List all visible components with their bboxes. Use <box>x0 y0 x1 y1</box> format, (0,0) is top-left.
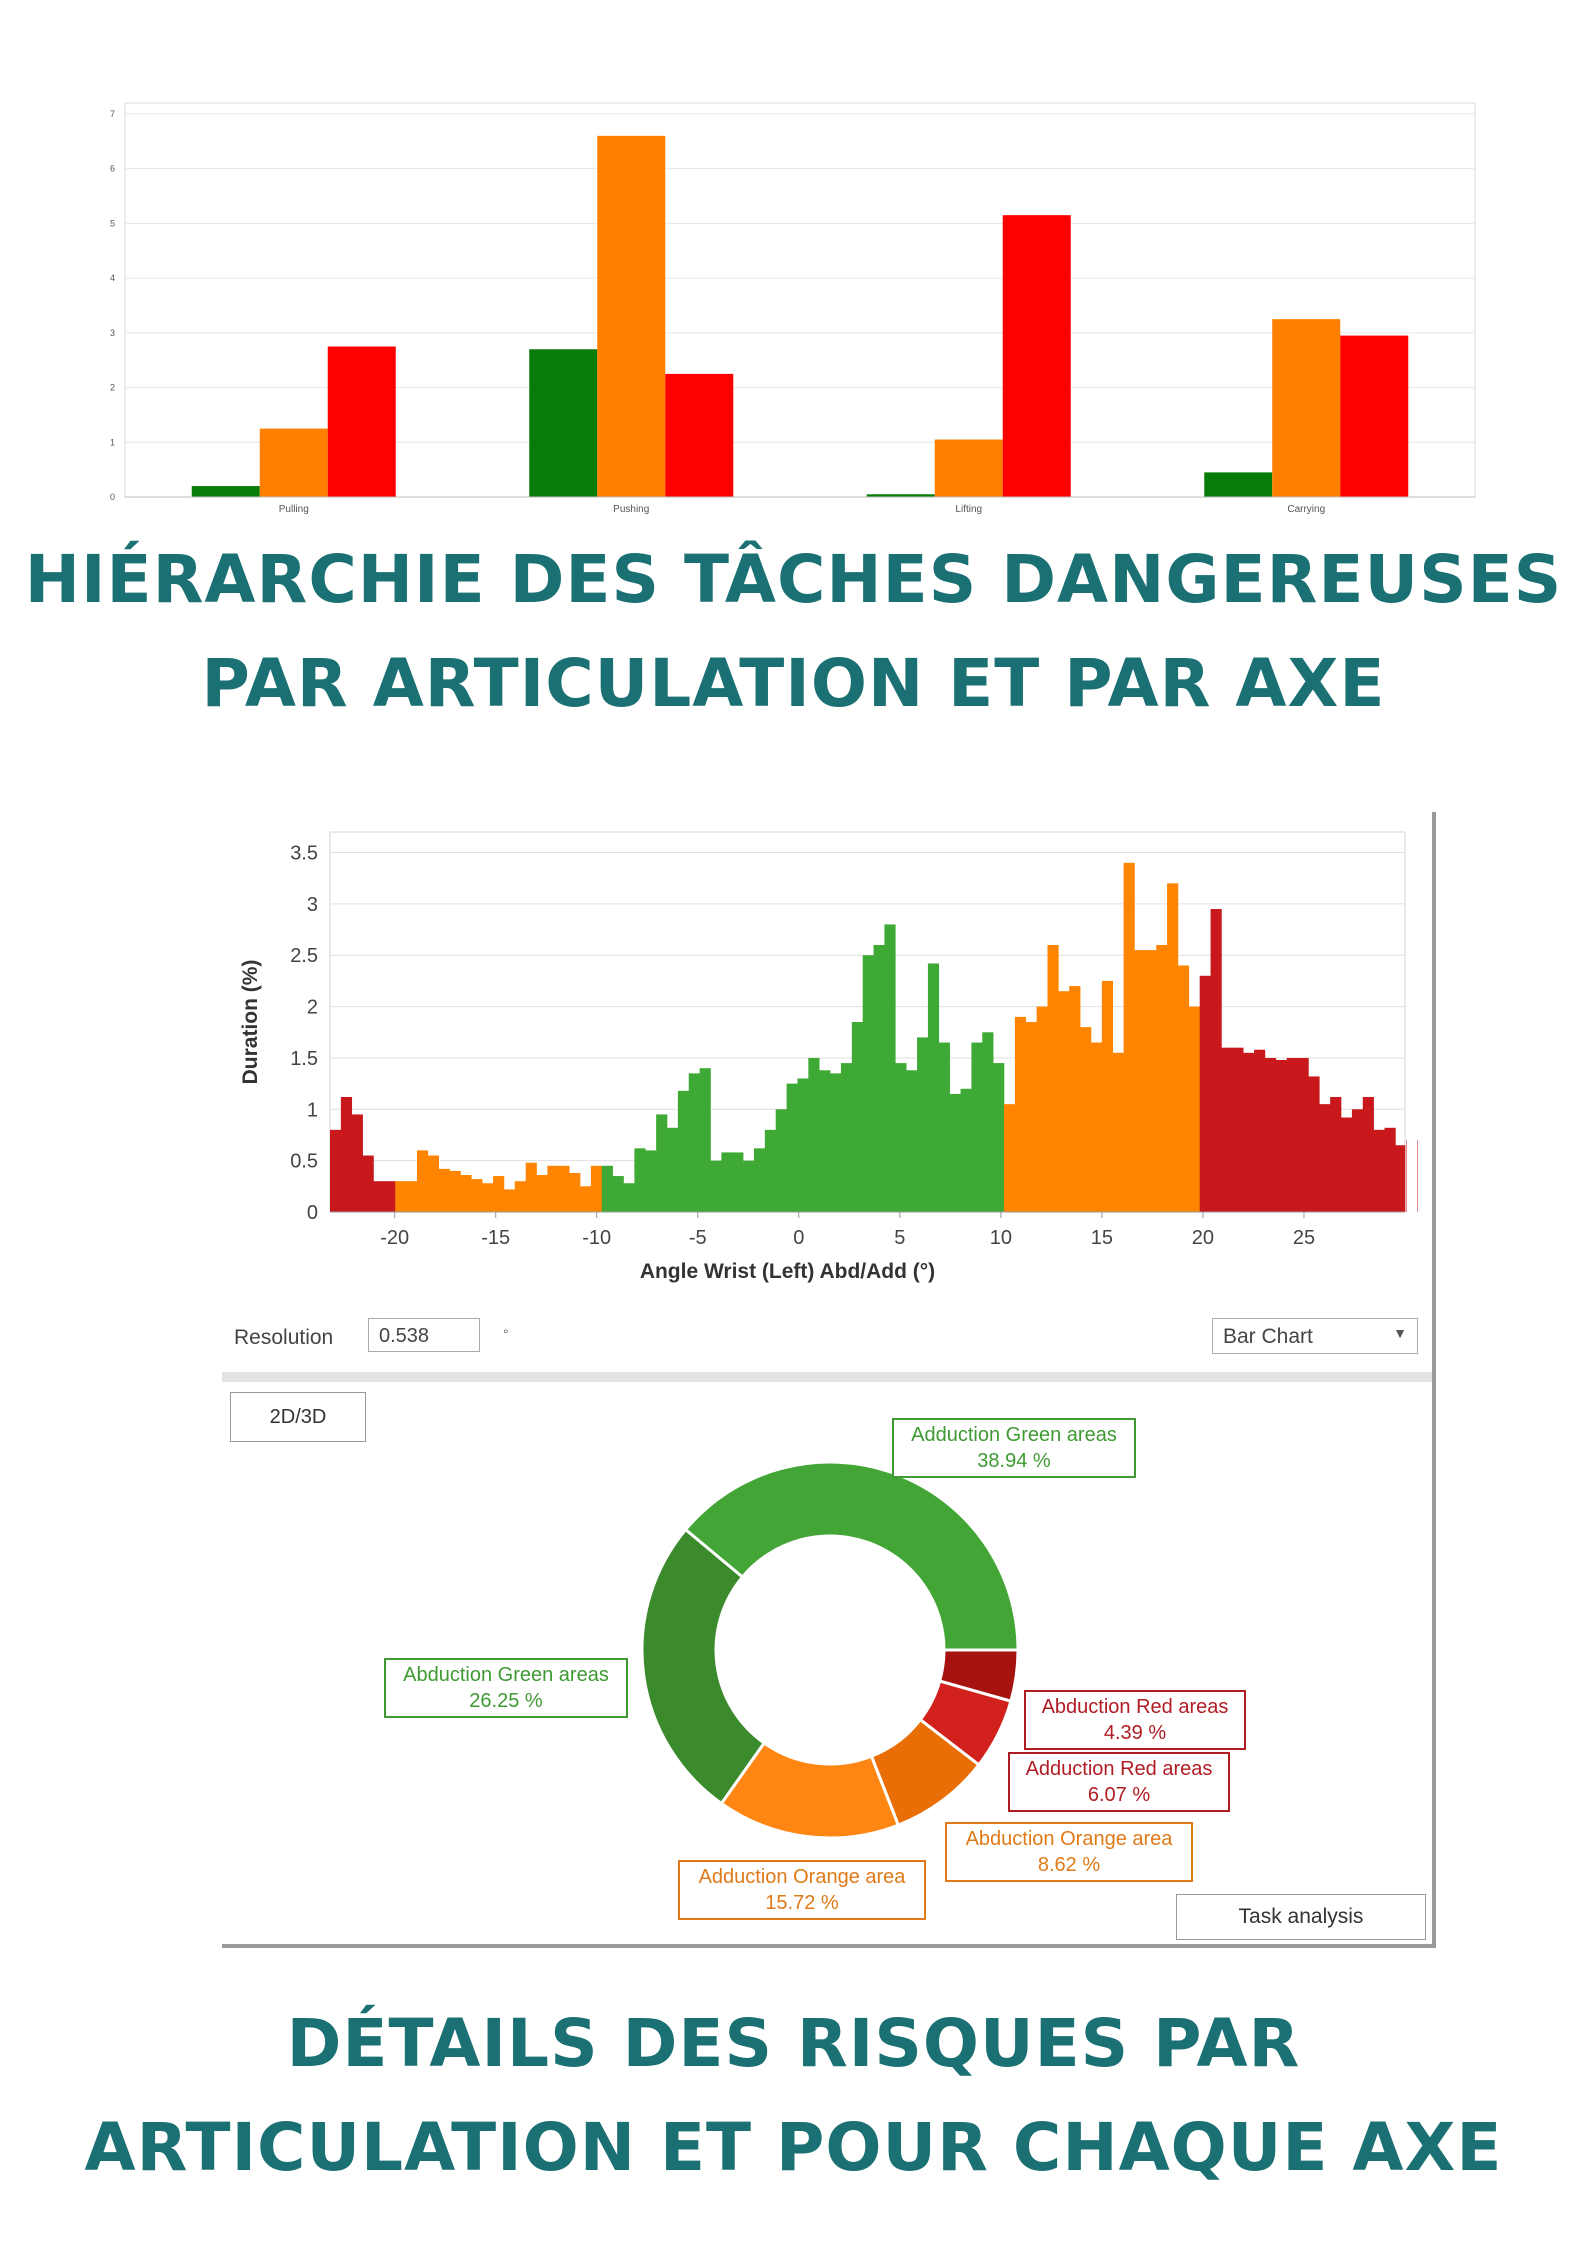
histogram-bar <box>602 1166 613 1212</box>
histogram-bar <box>700 1068 711 1212</box>
histogram-bar <box>395 1181 406 1212</box>
y-tick-label: 2.5 <box>290 945 318 968</box>
histogram-bar <box>993 1063 1004 1212</box>
bar <box>260 429 328 497</box>
histogram-bar <box>439 1169 450 1212</box>
histogram-bar <box>765 1130 776 1212</box>
histogram-bar <box>689 1073 700 1212</box>
y-tick-label: 4 <box>109 273 115 284</box>
angle-duration-histogram <box>225 820 1425 1310</box>
y-tick-label: 0.5 <box>290 1150 318 1173</box>
histogram-bar <box>493 1176 504 1212</box>
histogram-bar <box>721 1152 732 1212</box>
histogram-bar <box>743 1161 754 1212</box>
histogram-bar <box>1015 1017 1026 1212</box>
histogram-bar <box>678 1091 689 1212</box>
bar <box>1340 336 1408 497</box>
histogram-bar <box>460 1175 471 1212</box>
x-tick-label: 15 <box>1090 1227 1114 1249</box>
histogram-bar <box>1287 1058 1298 1212</box>
histogram-bar <box>874 945 885 1212</box>
histogram-bar <box>1341 1118 1352 1212</box>
donut-callout-value: 4.39 % <box>1103 1722 1167 1744</box>
donut-callout-label: Adduction Green areas <box>911 1424 1117 1446</box>
y-tick-label: 3 <box>109 327 115 338</box>
histogram-bar <box>1298 1058 1309 1212</box>
histogram-bar <box>1308 1076 1319 1212</box>
y-tick-label: 6 <box>109 163 115 174</box>
histogram-bar <box>482 1183 493 1212</box>
heading-hazard-hierarchy-line-1: HIÉRARCHIE DES TÂCHES DANGEREUSES <box>24 541 1563 618</box>
histogram-bar <box>1363 1097 1374 1212</box>
donut-callout-label: Adduction Red areas <box>1025 1758 1213 1780</box>
heading-hazard-hierarchy <box>0 528 1587 736</box>
histogram-bar <box>1352 1109 1363 1212</box>
histogram-bar <box>971 1043 982 1212</box>
histogram-bar <box>1156 945 1167 1212</box>
histogram-bar <box>417 1150 428 1212</box>
donut-callout-value: 6.07 % <box>1087 1784 1151 1806</box>
bar <box>1003 215 1071 497</box>
histogram-bar <box>808 1058 819 1212</box>
y-tick-label: 0 <box>109 492 115 502</box>
bar <box>328 347 396 497</box>
y-tick-label: 3 <box>306 893 318 916</box>
resolution-input[interactable]: 0.538 <box>368 1318 480 1352</box>
x-tick-label: -5 <box>688 1227 707 1249</box>
histogram-bar <box>1385 1128 1396 1212</box>
y-tick-label: 7 <box>109 108 115 119</box>
histogram-bar <box>819 1070 830 1212</box>
y-tick-label: 1.5 <box>290 1047 318 1070</box>
histogram-bar <box>950 1094 961 1212</box>
histogram-bar <box>1243 1053 1254 1212</box>
bar <box>192 486 260 497</box>
donut-callout <box>945 1822 1193 1882</box>
bar <box>1272 319 1340 497</box>
histogram-bar <box>569 1173 580 1212</box>
histogram-bar <box>591 1166 602 1212</box>
y-tick-label: 1 <box>109 437 115 448</box>
resolution-label: Resolution <box>234 1326 334 1349</box>
donut-callout <box>1024 1690 1246 1750</box>
x-tick-label: 10 <box>989 1227 1012 1249</box>
histogram-bar <box>656 1114 667 1212</box>
histogram-bar <box>895 1063 906 1212</box>
donut-callout <box>892 1418 1136 1478</box>
x-tick-label: -15 <box>481 1227 511 1249</box>
histogram-bar <box>1374 1130 1385 1212</box>
histogram-bar <box>1167 883 1178 1212</box>
heading-hazard-hierarchy-line-2: PAR ARTICULATION ET PAR AXE <box>201 645 1386 722</box>
heading-risk-details <box>0 1992 1587 2200</box>
donut-callout-value: 8.62 % <box>1037 1854 1101 1876</box>
histogram-bar <box>450 1171 461 1212</box>
histogram-bar <box>1406 1140 1407 1212</box>
histogram-bar <box>1178 966 1189 1212</box>
histogram-bar <box>841 1063 852 1212</box>
histogram-bar <box>982 1032 993 1212</box>
donut-callout-label: Adduction Orange area <box>698 1866 906 1888</box>
histogram-bar <box>1330 1097 1341 1212</box>
histogram-bar <box>526 1163 537 1212</box>
histogram-bar <box>547 1166 558 1212</box>
donut-callout <box>1008 1752 1230 1812</box>
chart-type-select[interactable] <box>1212 1318 1418 1354</box>
histogram-bar <box>863 955 874 1212</box>
histogram-bar <box>1232 1048 1243 1212</box>
donut-callout-label: Abduction Red areas <box>1041 1696 1229 1718</box>
histogram-bar <box>830 1073 841 1212</box>
histogram-bar <box>1113 1053 1124 1212</box>
bar <box>935 440 1003 497</box>
histogram-bar <box>1048 945 1059 1212</box>
x-tick-label: 0 <box>793 1227 805 1249</box>
histogram-bar <box>1080 1027 1091 1212</box>
histogram-bar <box>1319 1104 1330 1212</box>
histogram-bar <box>1211 909 1222 1212</box>
histogram-bar <box>1254 1050 1265 1212</box>
histogram-bar <box>710 1161 721 1212</box>
heading-risk-details-line-1: DÉTAILS DES RISQUES PAR <box>286 2005 1301 2082</box>
chevron-down-icon: ▼ <box>1393 1325 1407 1341</box>
histogram-bar <box>1395 1145 1405 1212</box>
task-analysis-button[interactable]: Task analysis <box>1176 1894 1426 1940</box>
risk-zone-donut-chart <box>620 1440 1040 1860</box>
histogram-bar <box>1037 1007 1048 1212</box>
histogram-bar <box>330 1130 341 1212</box>
histogram-bar <box>1417 1140 1418 1212</box>
donut-callout-label: Abduction Orange area <box>965 1828 1173 1850</box>
bar <box>665 374 733 497</box>
histogram-bar <box>787 1084 798 1212</box>
donut-callout-value: 15.72 % <box>765 1892 839 1914</box>
donut-callout <box>384 1658 628 1718</box>
grouped-bar-chart <box>100 95 1480 525</box>
x-tick-label: Lifting <box>955 504 983 515</box>
histogram-bar <box>776 1109 787 1212</box>
histogram-bar <box>797 1078 808 1212</box>
histogram-bar <box>580 1186 591 1212</box>
x-tick-label: Pulling <box>278 504 309 515</box>
histogram-bar <box>624 1183 635 1212</box>
histogram-bar <box>384 1181 395 1212</box>
histogram-bar <box>917 1037 928 1212</box>
histogram-bar <box>667 1128 678 1212</box>
y-axis-label: Duration (%) <box>239 959 262 1085</box>
histogram-bar <box>1004 1104 1015 1212</box>
histogram-bar <box>515 1181 526 1212</box>
histogram-bar <box>1265 1058 1276 1212</box>
histogram-bar <box>906 1070 917 1212</box>
histogram-bar <box>613 1176 624 1212</box>
donut-callout-label: Abduction Green areas <box>403 1664 609 1686</box>
y-tick-label: 2 <box>109 382 115 393</box>
donut-callout <box>678 1860 926 1920</box>
histogram-bar <box>884 924 895 1212</box>
histogram-bar <box>961 1089 972 1212</box>
x-tick-label: 25 <box>1292 1227 1316 1249</box>
heading-risk-details-line-2: ARTICULATION ET POUR CHAQUE AXE <box>84 2109 1503 2186</box>
resolution-unit: ° <box>503 1326 509 1342</box>
histogram-bar <box>373 1181 384 1212</box>
histogram-bar <box>1200 976 1211 1212</box>
donut-callout-value: 38.94 % <box>977 1450 1051 1472</box>
x-tick-label: 5 <box>894 1227 906 1249</box>
histogram-bar <box>471 1179 482 1212</box>
x-tick-label: Carrying <box>1287 504 1326 515</box>
x-tick-label: Pushing <box>613 504 650 515</box>
bar <box>597 136 665 497</box>
x-tick-label: 20 <box>1191 1227 1215 1249</box>
histogram-bar <box>939 1043 950 1212</box>
histogram-bar <box>732 1152 743 1212</box>
histogram-bar <box>754 1148 765 1212</box>
histogram-bar <box>928 963 939 1212</box>
histogram-bar <box>1091 1043 1102 1212</box>
y-tick-label: 0 <box>306 1202 318 1224</box>
histogram-bar <box>352 1114 363 1212</box>
histogram-bar <box>1134 950 1145 1212</box>
bar <box>529 349 597 497</box>
histogram-bar <box>634 1148 645 1212</box>
histogram-bar <box>1058 991 1069 1212</box>
histogram-bar <box>645 1150 656 1212</box>
histogram-bar <box>1221 1048 1232 1212</box>
histogram-bar <box>558 1166 569 1212</box>
histogram-bar <box>1069 986 1080 1212</box>
y-tick-label: 2 <box>306 996 318 1019</box>
histogram-bar <box>341 1097 352 1212</box>
y-tick-label: 5 <box>109 218 115 229</box>
donut-callout-value: 26.25 % <box>469 1690 543 1712</box>
x-tick-label: -20 <box>380 1227 410 1249</box>
histogram-bar <box>1189 1007 1200 1212</box>
toggle-2d3d-button[interactable]: 2D/3D <box>230 1392 366 1442</box>
histogram-bar <box>852 1022 863 1212</box>
histogram-bar <box>1102 981 1113 1212</box>
bar <box>1204 472 1272 497</box>
histogram-bar <box>1124 863 1135 1212</box>
histogram-bar <box>428 1156 439 1212</box>
histogram-bar <box>1276 1060 1287 1212</box>
histogram-bar <box>1145 950 1156 1212</box>
y-tick-label: 1 <box>306 1099 318 1122</box>
x-axis-label: Angle Wrist (Left) Abd/Add (°) <box>639 1260 936 1283</box>
y-tick-label: 3.5 <box>290 842 318 865</box>
donut-slice <box>686 1462 1018 1650</box>
histogram-bar <box>363 1156 374 1212</box>
histogram-bar <box>1026 1022 1037 1212</box>
histogram-bar <box>504 1189 515 1212</box>
x-tick-label: -10 <box>582 1227 612 1249</box>
chart-type-value: Bar Chart <box>1223 1325 1313 1348</box>
histogram-bar <box>537 1175 548 1212</box>
histogram-bar <box>406 1181 417 1212</box>
